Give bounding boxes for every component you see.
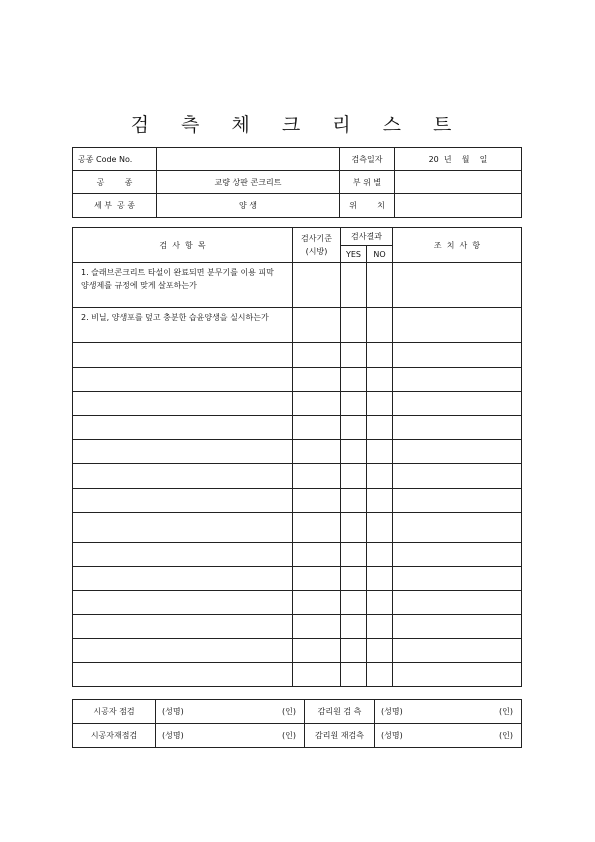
criteria-label: 검사기준 bbox=[301, 234, 332, 243]
action-cell[interactable] bbox=[393, 343, 522, 368]
seal-label: (인) bbox=[282, 731, 296, 740]
col-result-header: 검사결과 bbox=[341, 228, 393, 246]
contractor-recheck-label: 시공자재점검 bbox=[73, 724, 156, 748]
inspect-date-label: 검측일자 bbox=[340, 148, 395, 171]
detail-work-field[interactable]: 양 생 bbox=[157, 194, 340, 218]
no-cell[interactable] bbox=[367, 440, 393, 464]
no-cell[interactable] bbox=[367, 567, 393, 591]
table-row bbox=[73, 513, 522, 543]
checklist-item-2: 2. 비닐, 양생포를 덮고 충분한 습윤양생을 실시하는가 bbox=[73, 308, 293, 343]
page-title: 검 측 체 크 리 스 트 bbox=[130, 114, 465, 136]
table-row bbox=[73, 591, 522, 615]
seal-label: (인) bbox=[499, 707, 513, 716]
no-cell[interactable] bbox=[367, 663, 393, 687]
item-cell[interactable] bbox=[73, 440, 293, 464]
no-cell[interactable] bbox=[367, 464, 393, 489]
action-cell[interactable] bbox=[393, 663, 522, 687]
action-cell[interactable] bbox=[393, 416, 522, 440]
item-cell[interactable] bbox=[73, 639, 293, 663]
no-cell[interactable] bbox=[367, 615, 393, 639]
yes-cell[interactable] bbox=[341, 663, 367, 687]
table-row bbox=[73, 567, 522, 591]
no-cell[interactable] bbox=[367, 392, 393, 416]
col-item-header: 검 사 항 목 bbox=[73, 228, 293, 263]
supervisor-reinspect-label: 감리원 재검측 bbox=[305, 724, 375, 748]
item-cell[interactable] bbox=[73, 591, 293, 615]
yes-cell[interactable] bbox=[341, 392, 367, 416]
action-cell[interactable] bbox=[393, 489, 522, 513]
action-cell[interactable] bbox=[393, 368, 522, 392]
work-type-field[interactable]: 교량 상판 콘크리트 bbox=[157, 171, 340, 194]
table-row bbox=[73, 416, 522, 440]
work-code-label: 공종 Code No. bbox=[73, 148, 157, 171]
action-cell[interactable] bbox=[393, 513, 522, 543]
action-cell[interactable] bbox=[393, 392, 522, 416]
criteria-cell[interactable] bbox=[293, 591, 341, 615]
criteria-cell[interactable] bbox=[293, 543, 341, 567]
item-cell[interactable] bbox=[73, 416, 293, 440]
criteria-cell[interactable] bbox=[293, 615, 341, 639]
name-label: (성명) bbox=[162, 707, 184, 716]
yes-cell[interactable] bbox=[341, 639, 367, 663]
criteria-cell[interactable] bbox=[293, 343, 341, 368]
item-cell[interactable] bbox=[73, 567, 293, 591]
item-cell[interactable] bbox=[73, 663, 293, 687]
table-row bbox=[73, 464, 522, 489]
no-cell[interactable] bbox=[367, 543, 393, 567]
yes-cell[interactable] bbox=[341, 464, 367, 489]
no-cell[interactable] bbox=[367, 308, 393, 343]
inspect-date-field[interactable]: 20 년 월 일 bbox=[395, 148, 522, 171]
contractor-check-sign-field[interactable] bbox=[156, 700, 305, 724]
yes-cell[interactable] bbox=[341, 308, 367, 343]
criteria-cell[interactable] bbox=[293, 567, 341, 591]
no-cell[interactable] bbox=[367, 263, 393, 308]
name-label: (성명) bbox=[162, 731, 184, 740]
part-name-field[interactable] bbox=[395, 171, 522, 194]
criteria-sub-label: (시방) bbox=[305, 247, 328, 256]
name-label: (성명) bbox=[381, 707, 403, 716]
seal-label: (인) bbox=[499, 731, 513, 740]
action-cell[interactable] bbox=[393, 639, 522, 663]
table-row bbox=[73, 368, 522, 392]
item-cell[interactable] bbox=[73, 513, 293, 543]
item-cell[interactable] bbox=[73, 368, 293, 392]
no-cell[interactable] bbox=[367, 513, 393, 543]
action-cell[interactable] bbox=[393, 464, 522, 489]
contractor-recheck-sign-field[interactable] bbox=[156, 724, 305, 748]
no-cell[interactable] bbox=[367, 639, 393, 663]
header-table bbox=[72, 147, 522, 218]
action-cell[interactable] bbox=[393, 615, 522, 639]
action-cell[interactable] bbox=[393, 263, 522, 308]
action-cell[interactable] bbox=[393, 567, 522, 591]
yes-cell[interactable] bbox=[341, 591, 367, 615]
criteria-cell[interactable] bbox=[293, 368, 341, 392]
criteria-cell[interactable] bbox=[293, 489, 341, 513]
criteria-cell[interactable] bbox=[293, 308, 341, 343]
no-cell[interactable] bbox=[367, 368, 393, 392]
yes-cell[interactable] bbox=[341, 489, 367, 513]
col-action-header: 조 치 사 항 bbox=[393, 228, 522, 263]
criteria-cell[interactable] bbox=[293, 663, 341, 687]
col-no-header: NO bbox=[367, 246, 393, 263]
location-label: 위 치 bbox=[340, 194, 395, 218]
yes-cell[interactable] bbox=[341, 543, 367, 567]
yes-cell[interactable] bbox=[341, 567, 367, 591]
yes-cell[interactable] bbox=[341, 513, 367, 543]
checklist-table bbox=[72, 227, 522, 687]
table-row bbox=[73, 489, 522, 513]
signature-table bbox=[72, 699, 522, 748]
col-criteria-header bbox=[293, 228, 341, 263]
criteria-cell[interactable] bbox=[293, 416, 341, 440]
criteria-cell[interactable] bbox=[293, 263, 341, 308]
yes-cell[interactable] bbox=[341, 368, 367, 392]
supervisor-inspect-label: 감리원 검 측 bbox=[305, 700, 375, 724]
criteria-cell[interactable] bbox=[293, 464, 341, 489]
yes-cell[interactable] bbox=[341, 263, 367, 308]
table-row bbox=[73, 440, 522, 464]
supervisor-inspect-sign-field[interactable] bbox=[375, 700, 522, 724]
no-cell[interactable] bbox=[367, 489, 393, 513]
item-cell[interactable] bbox=[73, 343, 293, 368]
work-type-label: 공 종 bbox=[73, 171, 157, 194]
criteria-cell[interactable] bbox=[293, 392, 341, 416]
criteria-cell[interactable] bbox=[293, 639, 341, 663]
table-row bbox=[73, 308, 522, 343]
yes-cell[interactable] bbox=[341, 416, 367, 440]
contractor-check-label: 시공자 점검 bbox=[73, 700, 156, 724]
action-cell[interactable] bbox=[393, 591, 522, 615]
name-label: (성명) bbox=[381, 731, 403, 740]
table-row bbox=[73, 543, 522, 567]
item-cell[interactable] bbox=[73, 464, 293, 489]
table-row bbox=[73, 343, 522, 368]
detail-work-label: 세 부 공 종 bbox=[73, 194, 157, 218]
table-row bbox=[73, 615, 522, 639]
table-row bbox=[73, 663, 522, 687]
location-field[interactable] bbox=[395, 194, 522, 218]
no-cell[interactable] bbox=[367, 416, 393, 440]
work-code-field[interactable] bbox=[157, 148, 340, 171]
yes-cell[interactable] bbox=[341, 615, 367, 639]
item-cell[interactable] bbox=[73, 392, 293, 416]
no-cell[interactable] bbox=[367, 343, 393, 368]
criteria-cell[interactable] bbox=[293, 440, 341, 464]
supervisor-reinspect-sign-field[interactable] bbox=[375, 724, 522, 748]
checklist-item-1: 1. 슬래브콘크리트 타설이 완료되면 분무기를 이용 피막 양생제를 규정에 맞게 살포하는가 bbox=[73, 263, 293, 308]
yes-cell[interactable] bbox=[341, 440, 367, 464]
col-yes-header: YES bbox=[341, 246, 367, 263]
seal-label: (인) bbox=[282, 707, 296, 716]
no-cell[interactable] bbox=[367, 591, 393, 615]
action-cell[interactable] bbox=[393, 543, 522, 567]
action-cell[interactable] bbox=[393, 440, 522, 464]
item-cell[interactable] bbox=[73, 489, 293, 513]
item-cell[interactable] bbox=[73, 543, 293, 567]
table-row bbox=[73, 392, 522, 416]
part-name-label: 부 위 별 bbox=[340, 171, 395, 194]
yes-cell[interactable] bbox=[341, 343, 367, 368]
table-row bbox=[73, 263, 522, 308]
item-cell[interactable] bbox=[73, 615, 293, 639]
criteria-cell[interactable] bbox=[293, 513, 341, 543]
action-cell[interactable] bbox=[393, 308, 522, 343]
table-row bbox=[73, 639, 522, 663]
